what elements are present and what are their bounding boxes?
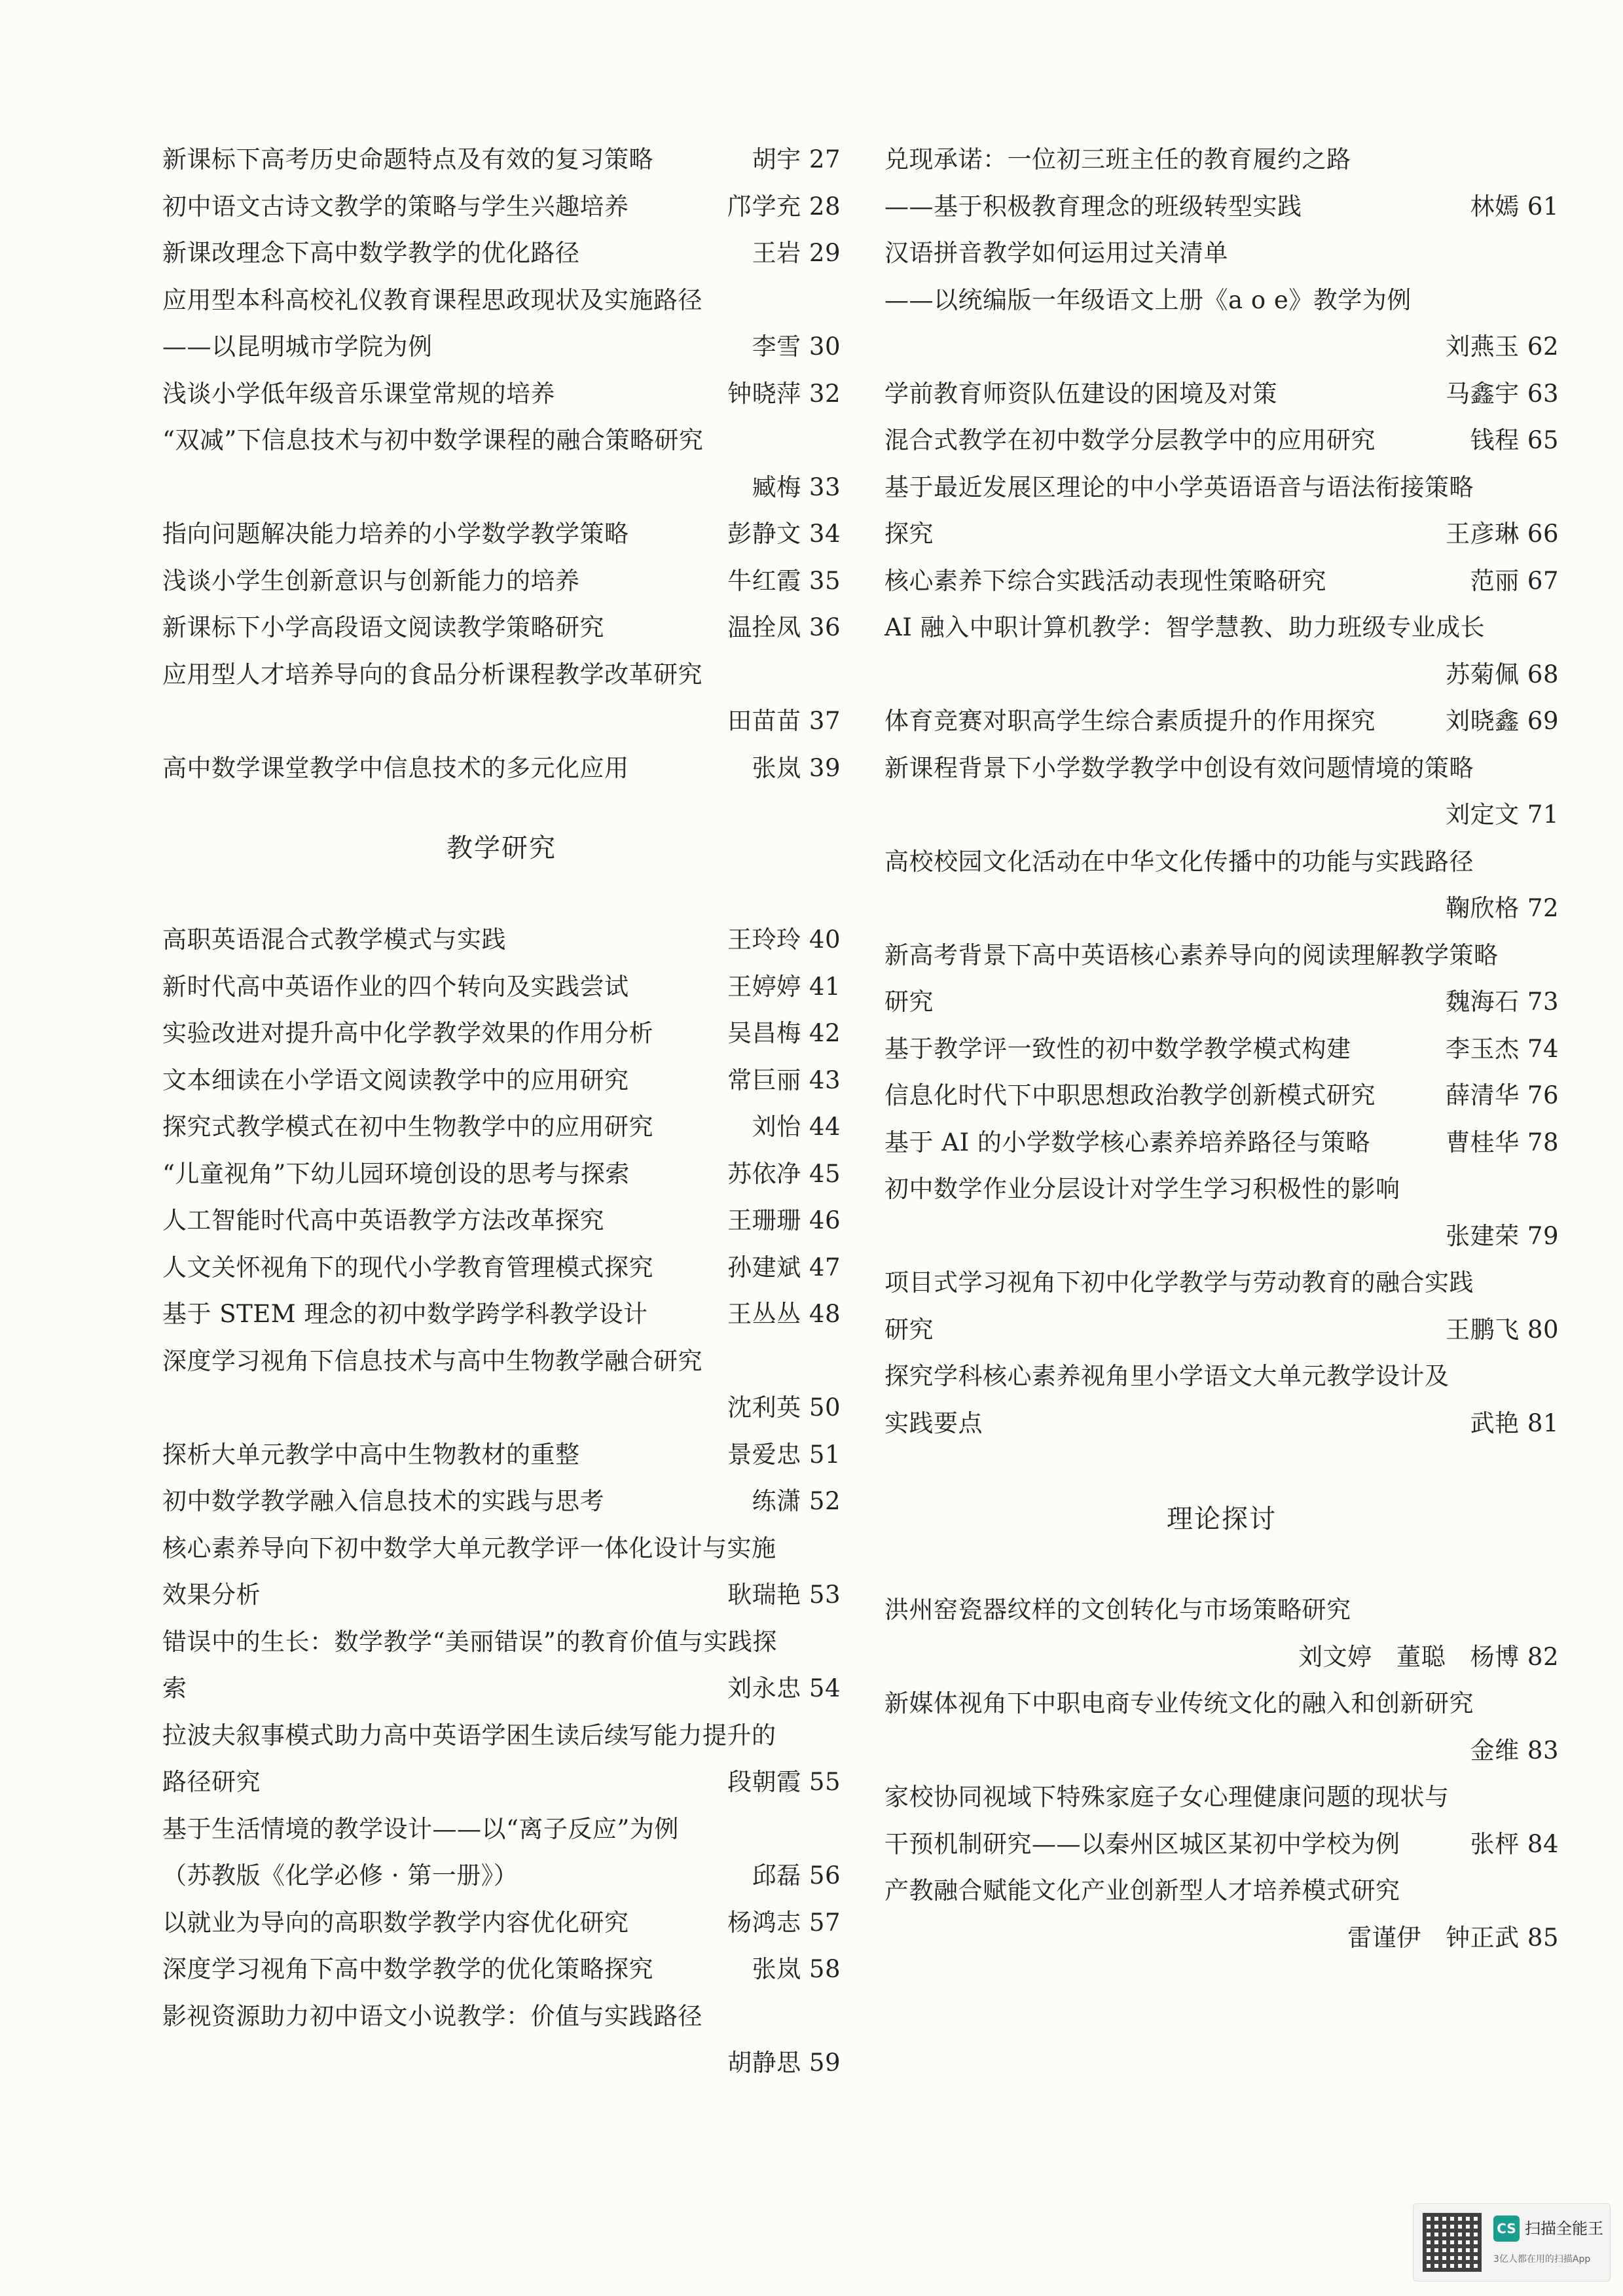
entry-title: 深度学习视角下信息技术与高中生物教学融合研究 — [162, 1346, 702, 1375]
entry-author-page: 薛清华 76 — [1446, 1081, 1559, 1109]
toc-entry — [884, 791, 1559, 838]
entry-title: 路径研究 — [162, 1768, 261, 1796]
entry-author-page: 魏海石 73 — [1446, 988, 1559, 1016]
toc-entry — [162, 1431, 841, 1479]
entry-author-page: 王丛丛 48 — [727, 1300, 841, 1328]
entry-title: 核心素养下综合实践活动表现性策略研究 — [884, 566, 1326, 595]
toc-entry — [884, 1259, 1559, 1306]
toc-entry — [162, 1291, 841, 1338]
entry-author-page: 林嫣 61 — [1470, 192, 1559, 221]
toc-entry — [884, 698, 1559, 745]
toc-entry — [162, 1852, 841, 1899]
entry-title: 新课标下高考历史命题特点及有效的复习策略 — [162, 145, 653, 173]
entry-title: 研究 — [884, 1315, 934, 1344]
toc-entry — [162, 963, 841, 1011]
toc-entry — [162, 1946, 841, 1993]
toc-entry — [884, 511, 1559, 558]
entry-author-page: 景爱忠 51 — [727, 1440, 841, 1469]
entry-title: 学前教育师资队伍建设的困境及对策 — [884, 379, 1277, 408]
entry-title: 指向问题解决能力培养的小学数学教学策略 — [162, 520, 629, 548]
toc-entry — [884, 323, 1559, 370]
entry-author-page: 王鹏飞 80 — [1446, 1315, 1559, 1344]
entry-title: 基于 STEM 理念的初中数学跨学科教学设计 — [162, 1300, 648, 1328]
entry-author-page: 邱磊 56 — [752, 1861, 841, 1890]
entry-author-page: 钱程 65 — [1470, 426, 1559, 454]
toc-entry — [162, 698, 841, 745]
entry-title: 索 — [162, 1674, 187, 1702]
section-heading-teaching: 教学研究 — [447, 833, 556, 863]
entry-author-page: 钟晓萍 32 — [727, 379, 841, 408]
toc-entry — [162, 604, 841, 651]
entry-author-page: 胡宇 27 — [752, 145, 841, 173]
entry-author-page: 段朝霞 55 — [727, 1768, 841, 1796]
toc-entry — [884, 1400, 1559, 1447]
entry-author-page: 刘怡 44 — [752, 1113, 841, 1141]
entry-title: ——以统编版一年级语文上册《a o e》教学为例 — [884, 285, 1412, 314]
entry-title: 体育竞赛对职高学生综合素质提升的作用探究 — [884, 707, 1376, 735]
entry-title: 基于生活情境的教学设计——以“离子反应”为例 — [162, 1814, 679, 1843]
entry-title: 初中数学作业分层设计对学生学习积极性的影响 — [884, 1175, 1400, 1203]
entry-title: ——基于积极教育理念的班级转型实践 — [884, 192, 1302, 221]
toc-entry — [884, 885, 1559, 932]
entry-title: 浅谈小学生创新意识与创新能力的培养 — [162, 566, 580, 595]
toc-entry — [884, 838, 1559, 886]
toc-entry — [162, 1384, 841, 1431]
entry-author-page: 王彦琳 66 — [1446, 520, 1559, 548]
entry-author-page: 张岚 39 — [752, 753, 841, 782]
entry-author-page: 彭静文 34 — [727, 520, 841, 548]
entry-title: 核心素养导向下初中数学大单元教学评一体化设计与实施 — [162, 1534, 776, 1562]
toc-entry — [162, 417, 841, 464]
toc-entry — [162, 1759, 841, 1806]
entry-author-page: 刘晓鑫 69 — [1446, 707, 1559, 735]
toc-entry — [884, 1213, 1559, 1260]
entry-title: “双减”下信息技术与初中数学课程的融合策略研究 — [162, 426, 704, 454]
entry-author-page: 刘燕玉 62 — [1446, 332, 1559, 361]
toc-entry — [162, 1619, 841, 1666]
app-slogan: 3亿人都在用的扫描App — [1493, 2254, 1591, 2265]
entry-author-page: 金维 83 — [1470, 1736, 1559, 1765]
toc-entry — [162, 1525, 841, 1572]
entry-author-page: 刘定文 71 — [1446, 800, 1559, 829]
toc-entry — [162, 1057, 841, 1104]
toc-entry — [884, 1026, 1559, 1073]
entry-author-page: 武艳 81 — [1470, 1408, 1559, 1437]
entry-author-page: 耿瑞艳 53 — [727, 1581, 841, 1609]
entry-author-page: 王珊珊 46 — [727, 1206, 841, 1234]
entry-title: 深度学习视角下高中数学教学的优化策略探究 — [162, 1955, 653, 1983]
entry-title: 人工智能时代高中英语教学方法改革探究 — [162, 1206, 604, 1234]
toc-entry — [162, 1665, 841, 1712]
entry-author-page: 王玲玲 40 — [727, 925, 841, 954]
toc-entry — [884, 1587, 1559, 1634]
toc-entry — [162, 183, 841, 230]
entry-title: 应用型人才培养导向的食品分析课程教学改革研究 — [162, 660, 702, 689]
toc-entry — [884, 183, 1559, 230]
toc-entry — [884, 417, 1559, 464]
entry-author-page: 张建荣 79 — [1446, 1221, 1559, 1250]
toc-entry — [884, 1634, 1559, 1681]
entry-author-page: 曹桂华 78 — [1446, 1128, 1559, 1157]
entry-title: 文本细读在小学语文阅读教学中的应用研究 — [162, 1066, 629, 1094]
entry-title: 新课程背景下小学数学教学中创设有效问题情境的策略 — [884, 753, 1474, 782]
entry-author-page: 常巨丽 43 — [727, 1066, 841, 1094]
toc-entry — [162, 511, 841, 558]
entry-title: 新媒体视角下中职电商专业传统文化的融入和创新研究 — [884, 1689, 1474, 1717]
entry-author-page: 温拴凤 36 — [727, 613, 841, 641]
entry-title: 高校校园文化活动在中华文化传播中的功能与实践路径 — [884, 847, 1474, 876]
toc-entry — [884, 1119, 1559, 1166]
toc-entry — [162, 230, 841, 277]
toc-entry — [884, 558, 1559, 605]
entry-author-page: 孙建斌 47 — [727, 1253, 841, 1282]
qr-code-icon — [1423, 2213, 1482, 2272]
toc-entry — [162, 1993, 841, 2040]
toc-entry — [162, 1899, 841, 1946]
entry-title: 人文关怀视角下的现代小学教育管理模式探究 — [162, 1253, 653, 1282]
app-name: 扫描全能王 — [1525, 2219, 1603, 2238]
toc-entry — [884, 978, 1559, 1026]
entry-title: 项目式学习视角下初中化学教学与劳动教育的融合实践 — [884, 1268, 1474, 1297]
toc-entry — [884, 370, 1559, 418]
toc-entry — [162, 1244, 841, 1291]
entry-title: 高职英语混合式教学模式与实践 — [162, 925, 506, 954]
entry-title: 汉语拼音教学如何运用过关清单 — [884, 239, 1228, 267]
entry-title: 新高考背景下高中英语核心素养导向的阅读理解教学策略 — [884, 941, 1499, 969]
toc-entry — [162, 136, 841, 183]
entry-title: “儿童视角”下幼儿园环境创设的思考与探索 — [162, 1159, 630, 1188]
entry-author-page: 胡静思 59 — [727, 2049, 841, 2077]
toc-entry — [162, 1806, 841, 1853]
toc-entry — [884, 464, 1559, 511]
toc-entry — [884, 1821, 1559, 1868]
entry-title: （苏教版《化学必修 · 第一册》） — [162, 1861, 519, 1890]
entry-author-page: 刘文婷 董聪 杨博 82 — [1298, 1642, 1559, 1671]
toc-entry — [884, 1072, 1559, 1119]
entry-author-page: 刘永忠 54 — [727, 1674, 841, 1702]
entry-title: 高中数学课堂教学中信息技术的多元化应用 — [162, 753, 629, 782]
toc-entry — [884, 136, 1559, 183]
entry-author-page: 练潇 52 — [752, 1487, 841, 1515]
toc-entry — [162, 916, 841, 963]
entry-title: 实验改进对提升高中化学教学效果的作用分析 — [162, 1019, 653, 1047]
entry-title: 新时代高中英语作业的四个转向及实践尝试 — [162, 972, 629, 1001]
toc-entry — [162, 323, 841, 370]
entry-title: 实践要点 — [884, 1408, 983, 1437]
entry-author-page: 鞠欣格 72 — [1446, 894, 1559, 922]
entry-title: 洪州窑瓷器纹样的文创转化与市场策略研究 — [884, 1596, 1351, 1624]
toc-entry — [162, 277, 841, 324]
toc-entry — [884, 651, 1559, 698]
toc-entry — [884, 277, 1559, 324]
entry-author-page: 臧梅 33 — [752, 473, 841, 501]
entry-title: 基于教学评一致性的初中数学教学模式构建 — [884, 1034, 1351, 1063]
toc-entry — [884, 1306, 1559, 1354]
entry-author-page: 苏依净 45 — [727, 1159, 841, 1188]
entry-title: 初中语文古诗文教学的策略与学生兴趣培养 — [162, 192, 629, 221]
entry-title: 错误中的生长：数学教学“美丽错误”的教育价值与实践探 — [162, 1627, 777, 1656]
entry-author-page: 李玉杰 74 — [1446, 1034, 1559, 1063]
toc-entry — [884, 1774, 1559, 1821]
entry-title: 基于最近发展区理论的中小学英语语音与语法衔接策略 — [884, 473, 1474, 501]
toc-entry — [162, 2039, 841, 2087]
scanner-watermark — [1413, 2203, 1611, 2282]
toc-entry — [884, 1727, 1559, 1774]
entry-author-page: 田苗苗 37 — [727, 707, 841, 735]
toc-entry — [162, 1571, 841, 1619]
entry-author-page: 雷谨伊 钟正武 85 — [1347, 1923, 1559, 1952]
entry-title: 兑现承诺：一位初三班主任的教育履约之路 — [884, 145, 1351, 173]
entry-title: 产教融合赋能文化产业创新型人才培养模式研究 — [884, 1876, 1400, 1905]
entry-title: 探究式教学模式在初中生物教学中的应用研究 — [162, 1113, 653, 1141]
toc-entry — [884, 1867, 1559, 1914]
toc-entry — [884, 604, 1559, 651]
camscanner-logo-icon: CS — [1493, 2215, 1520, 2242]
entry-title: ——以昆明城市学院为例 — [162, 332, 433, 361]
toc-entry — [884, 1914, 1559, 1962]
toc-entry — [162, 1151, 841, 1198]
entry-title: 研究 — [884, 988, 934, 1016]
entry-title: 信息化时代下中职思想政治教学创新模式研究 — [884, 1081, 1376, 1109]
entry-author-page: 马鑫宇 63 — [1446, 379, 1559, 408]
toc-entry — [884, 745, 1559, 792]
section-heading-theory: 理论探讨 — [1167, 1504, 1277, 1534]
entry-author-page: 苏菊佩 68 — [1446, 660, 1559, 689]
entry-title: 影视资源助力初中语文小说教学：价值与实践路径 — [162, 2001, 702, 2030]
entry-title: 新课改理念下高中数学教学的优化路径 — [162, 239, 580, 267]
entry-author-page: 吴昌梅 42 — [727, 1019, 841, 1047]
toc-entry — [162, 370, 841, 418]
toc-entry — [162, 1197, 841, 1244]
toc-entry — [884, 1166, 1559, 1213]
entry-title: 应用型本科高校礼仪教育课程思政现状及实施路径 — [162, 285, 702, 314]
entry-title: 基于 AI 的小学数学核心素养培养路径与策略 — [884, 1128, 1370, 1157]
toc-entry — [162, 651, 841, 698]
entry-title: 新课标下小学高段语文阅读教学策略研究 — [162, 613, 604, 641]
toc-entry — [884, 1353, 1559, 1400]
entry-title: 混合式教学在初中数学分层教学中的应用研究 — [884, 426, 1376, 454]
entry-author-page: 张枰 84 — [1470, 1829, 1559, 1858]
entry-author-page: 杨鸿志 57 — [727, 1908, 841, 1937]
entry-author-page: 张岚 58 — [752, 1955, 841, 1983]
entry-title: 浅谈小学低年级音乐课堂常规的培养 — [162, 379, 555, 408]
toc-entry — [884, 1680, 1559, 1727]
toc-entry — [162, 1010, 841, 1057]
entry-title: 家校协同视域下特殊家庭子女心理健康问题的现状与 — [884, 1783, 1450, 1811]
entry-title: 探析大单元教学中高中生物教材的重整 — [162, 1440, 580, 1469]
toc-entry — [162, 558, 841, 605]
entry-title: 拉波夫叙事模式助力高中英语学困生读后续写能力提升的 — [162, 1721, 776, 1749]
entry-author-page: 范丽 67 — [1470, 566, 1559, 595]
toc-entry — [162, 745, 841, 792]
toc-entry — [162, 1338, 841, 1385]
entry-title: 效果分析 — [162, 1581, 261, 1609]
entry-author-page: 王岩 29 — [752, 239, 841, 267]
toc-entry — [884, 230, 1559, 277]
toc-entry — [162, 1712, 841, 1759]
toc-entry — [162, 1103, 841, 1151]
entry-title: 探究 — [884, 520, 934, 548]
entry-author-page: 邝学充 28 — [727, 192, 841, 221]
entry-title: 以就业为导向的高职数学教学内容优化研究 — [162, 1908, 629, 1937]
entry-author-page: 牛红霞 35 — [727, 566, 841, 595]
entry-author-page: 王婷婷 41 — [727, 972, 841, 1001]
toc-entry — [162, 1478, 841, 1525]
entry-author-page: 李雪 30 — [752, 332, 841, 361]
toc-entry — [884, 932, 1559, 979]
entry-title: 探究学科核心素养视角里小学语文大单元教学设计及 — [884, 1362, 1450, 1390]
entry-title: 初中数学教学融入信息技术的实践与思考 — [162, 1487, 604, 1515]
entry-author-page: 沈利英 50 — [727, 1393, 841, 1422]
entry-title: AI 融入中职计算机教学：智学慧教、助力班级专业成长 — [884, 613, 1486, 641]
toc-entry — [162, 464, 841, 511]
entry-title: 干预机制研究——以秦州区城区某初中学校为例 — [884, 1829, 1400, 1858]
